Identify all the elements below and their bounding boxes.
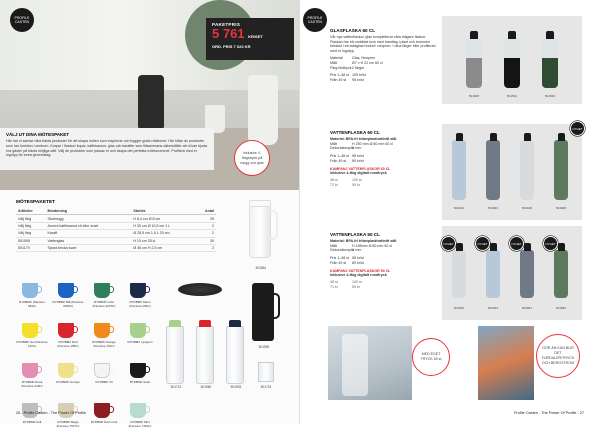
panel-glass-bottles xyxy=(442,16,582,104)
logo: PROFILE CASTEN xyxy=(10,8,34,32)
carafe-row xyxy=(162,318,272,392)
carafe-code: 501933 xyxy=(230,385,242,389)
mug-item xyxy=(50,401,86,441)
mug-item xyxy=(50,361,86,401)
mug-item xyxy=(50,321,86,361)
mug-image xyxy=(130,283,146,298)
price-box xyxy=(206,18,294,60)
col-header: Artikelnr xyxy=(16,208,45,215)
mug-image xyxy=(58,323,74,338)
mug-item xyxy=(14,321,50,361)
mug-item xyxy=(122,361,158,401)
kettle-code: 501590 xyxy=(258,345,270,349)
intro-box xyxy=(0,128,214,170)
product-code: 501918 xyxy=(521,206,532,210)
mug-item xyxy=(14,281,50,321)
glass-image xyxy=(258,362,274,382)
mug-label: RYDBMK (Pantone 284C) xyxy=(19,300,45,308)
section-title: VATTENFLASKA 60 CL xyxy=(330,130,380,135)
new-badge: NYHET xyxy=(475,236,490,251)
lifestyle-photo-2 xyxy=(478,326,534,400)
tray-image xyxy=(178,283,222,296)
campaign-subtitle: Inklusive 4-färg digitalt rundtryck xyxy=(330,272,387,277)
mug-image xyxy=(94,283,110,298)
campaign-qty: 48 st 100 st 72 kr 59 kr xyxy=(330,178,362,187)
new-badge: NYHET xyxy=(543,236,558,251)
mug-image xyxy=(94,323,110,338)
price-label: PAKETPRIS xyxy=(212,22,241,27)
mug-item xyxy=(86,281,122,321)
mug-image xyxy=(22,363,38,378)
col-header: Benämning xyxy=(45,208,131,215)
mug-label: RYDBMK Vit xyxy=(95,380,113,384)
product-code: 501951 xyxy=(521,306,532,310)
section-text: Vår nya vattenflaska i glas kompletterar våra tidigare flaskor. Flaskan har ett ombildat lock med handtag i plast och bommen bekädd i ett avtagbart fodral i neopren. I dina färger eller profilerad med er logotyp. xyxy=(330,35,436,53)
mug-image xyxy=(22,323,38,338)
mug-item xyxy=(14,361,50,401)
mug-label: RYDBMK Beige (Pantone 7527C) xyxy=(56,420,80,428)
mug-item xyxy=(122,281,158,321)
mug-image xyxy=(58,363,74,378)
section-subtitle: Material: BPA-fri tritanplast/vattnitt stål xyxy=(330,239,397,243)
mug-label: RYDBMK Svart xyxy=(129,380,151,384)
table-row: 501170 Spara bricka svart Ø 36 cm H 2,5 cm 2 xyxy=(18,246,214,251)
new-badge: NYHET xyxy=(570,121,585,136)
product-code: 501934 xyxy=(487,306,498,310)
mug-item xyxy=(86,361,122,401)
ordinary-price: ORD. PRIS 7 022 KR xyxy=(212,44,251,49)
panel-water-bottles-60 xyxy=(442,124,582,220)
section-subtitle: Material: BPA-fri tritanplast/vattnitt stål xyxy=(330,137,397,141)
pitcher-image xyxy=(243,196,279,262)
intro-heading: VÄLJ UT DINA MÖTESPAKET xyxy=(6,132,70,137)
specs: Mått H 250 mm Ø 80 mm 60 cl DekorationsytaX mm xyxy=(330,141,393,151)
mug-label: RYDBMK Röd mörk xyxy=(90,420,118,424)
prices: Pris 1–48 st 98 kr/st Från 49 st 89 kr/st xyxy=(330,256,364,265)
table-row: Välj färg Karaff Ø 28,5 cm 1,5 L 20 cm 2 xyxy=(18,231,214,236)
product-code: 501952 xyxy=(555,306,566,310)
specs: Mått H 185mm Ø 80 mm 50 cl DekorationsytaX mm xyxy=(330,243,392,253)
new-badge: NYHET xyxy=(509,236,524,251)
product-code: 501928 xyxy=(468,94,479,98)
print-badge: Inklusive 4-färgstryck på mugg och glas xyxy=(234,140,270,176)
campaign-title: KAMPANJ VATTENFLASKOR 60 CL xyxy=(330,166,391,171)
mug-item xyxy=(86,401,122,441)
mug-image xyxy=(130,363,146,378)
section-title: VATTENFLASKA 50 CL xyxy=(330,232,380,237)
print-badge-right: GÖR ÄN KAN BLIR DET FURDALER/TRYCK OCH BERGSTROM xyxy=(536,334,580,378)
mug-label: RYDBMK Grön (Pantone 2270C) xyxy=(92,300,116,308)
table-row: Välj färg Skolmugg H 8,4 cm Ø 8 cm 25 xyxy=(18,216,214,221)
campaign-subtitle: Inklusive 4-färg digitalt rundtryck xyxy=(330,170,387,175)
mug-label: RYDBMK Rosa (Pantone 218C) xyxy=(21,380,43,388)
package-title: MÖTESPAKETET xyxy=(16,200,56,205)
prices: Pris 1–48 st 109 kr/st Från 49 st 95 kr/st xyxy=(330,73,366,83)
product-code: 501923 xyxy=(487,206,498,210)
carafe-code: 501712 xyxy=(170,385,182,389)
mug-image xyxy=(94,403,110,418)
product-code: 501925 xyxy=(453,306,464,310)
product-code: 501916 xyxy=(453,206,464,210)
campaign-title: KAMPANJ VATTENFLASKOR 50 CL xyxy=(330,268,391,273)
mug-label: RYDBMK Gul (Pantone 102C) xyxy=(16,340,48,348)
specs: Material Glas, Neopren Mått Ø7 x H 22 cm 60 cl Färg bildtryck2 färger xyxy=(330,56,383,70)
mug-item xyxy=(122,321,158,361)
mug-label: RYDBMK Gul ljus xyxy=(56,380,80,384)
prices: Pris 1–48 st 98 kr/st Från 49 st 89 kr/st xyxy=(330,154,364,163)
mug-image xyxy=(130,403,146,418)
mug-item xyxy=(14,401,50,441)
carafe-code: 501960 xyxy=(200,385,212,389)
price-value: 5 761 KR/SET xyxy=(212,26,263,41)
section-title: GLASFLASKA 60 CL xyxy=(330,28,376,33)
mug-image xyxy=(130,323,146,338)
mug-label: RYDBMK Grå xyxy=(22,420,42,424)
mug-label: RYDBMK Blå (Pantone 2935C) xyxy=(52,300,84,308)
mug-item xyxy=(86,321,122,361)
mug-grid xyxy=(14,281,158,441)
mug-item xyxy=(122,401,158,441)
table-row: Välj färg Accent kaffekanna vit eller svart H 30 cm Ø 10,5 cm 1 L 2 xyxy=(18,223,214,228)
lifestyle-photo-1 xyxy=(328,326,412,400)
mug-item xyxy=(50,281,86,321)
print-badge-left: MED EGET TRYCK 45 st xyxy=(412,338,450,376)
logo-right: PROFILE CASTEN xyxy=(303,8,327,32)
new-badge: NYHET xyxy=(441,236,456,251)
table-row: 501595 Vattenglas H 10 cm 25 cl 30 xyxy=(18,238,214,243)
mug-image xyxy=(22,283,38,298)
left-page xyxy=(0,0,300,428)
mug-label: RYDBMK Röd (Pantone 185C) xyxy=(57,340,79,348)
product-code: 501524 xyxy=(506,94,517,98)
footer-left: 26 - Profile Casten - The Power Of Profile xyxy=(16,411,86,415)
mug-image xyxy=(94,363,110,378)
col-header: Antal xyxy=(196,208,216,215)
intro-text: Här har vi samlat våra bästa produkter för att skapa möten som inspirerar och bygger goda relationer. Här hittar du produkter som har funktion i centrum. Korpar / flaskor/ kopar, kaffekannor, glas och karaffer som tillsammans säkerställer att ni kan bjuda era gäster på bästa möjliga sätt. Välj de produkter som passar er och skapa det perfekta mötesrummet. Profilera med er logotyp för extra genomslag. xyxy=(6,139,208,158)
mug-image xyxy=(58,283,74,298)
col-header: Storlek xyxy=(131,208,195,215)
footer-right: Profile Casten - The Power Of Profile - 27 xyxy=(514,411,584,415)
mug-label: RYDBMK Marin (Pantone 282C) xyxy=(129,300,151,308)
product-code: 501526 xyxy=(544,94,555,98)
product-code: 501828 xyxy=(555,206,566,210)
mug-label: RYDBMK Ljusgrön xyxy=(127,340,153,344)
section-water-bottle-60 xyxy=(330,130,438,188)
pitcher-code: 501561 xyxy=(255,266,267,270)
glass-code: 501715 xyxy=(260,385,272,389)
section-glass-bottle xyxy=(330,28,436,83)
section-water-bottle-50 xyxy=(330,232,438,290)
mug-label: RYDBMK Mint (Pantone 7464C) xyxy=(128,420,152,428)
package-table-section xyxy=(16,200,216,252)
mug-label: RYDBMK Orange (Pantone 151C) xyxy=(92,340,116,348)
campaign-qty: 48 st 100 st 71 kr 59 kr xyxy=(330,280,362,289)
package-table xyxy=(16,208,216,252)
